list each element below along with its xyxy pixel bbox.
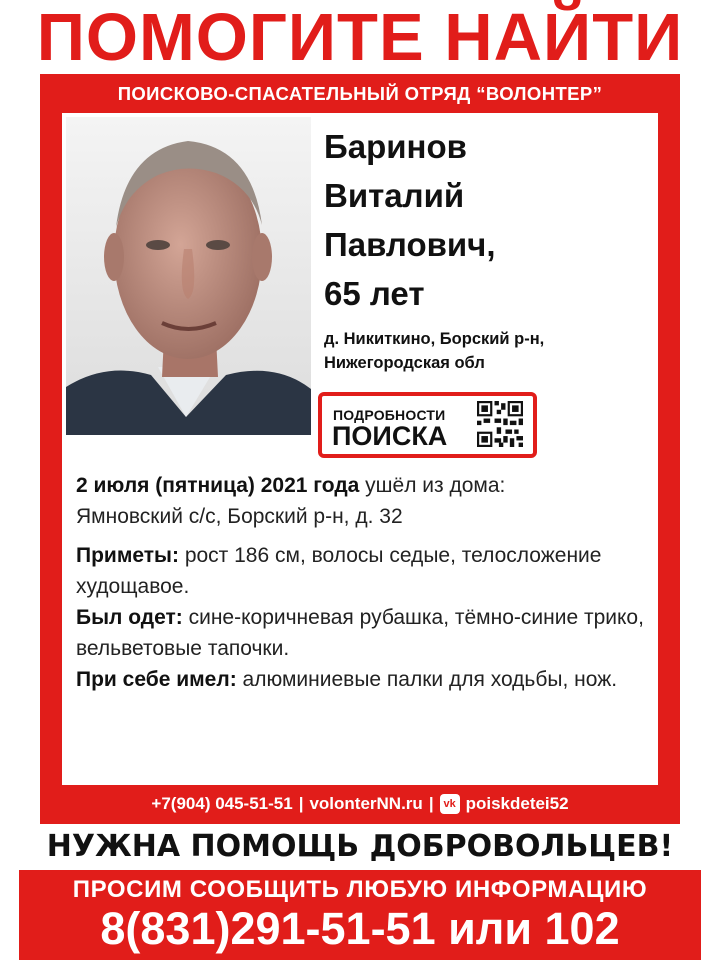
report-banner [19, 870, 701, 960]
person-age: 65 лет [324, 275, 425, 312]
clothes-paragraph [76, 602, 651, 664]
organization-name: ПОИСКОВО-СПАСАТЕЛЬНЫЙ ОТРЯД “ВОЛОНТЕР” [117, 83, 603, 104]
person-first-name: Виталий [324, 177, 465, 214]
clothes-text: сине-коричневая рубашка, тёмно-синие трико, вельветовые тапочки. [76, 606, 644, 660]
person-surname: Баринов [324, 128, 467, 165]
separator: | [428, 794, 434, 813]
hotline-phone[interactable]: 8(831)291-51-51 или 102 [100, 903, 620, 954]
search-details-label: ПОДРОБНОСТИ [333, 407, 446, 423]
address-line-2: Нижегородская обл [324, 354, 485, 372]
qr-code-icon[interactable] [477, 401, 523, 447]
signs-text: рост 186 см, волосы седые, телосложение худощавое. [76, 544, 602, 598]
items-label: При себе имел: [76, 668, 237, 691]
vk-icon[interactable]: vk [440, 794, 460, 814]
person-patronymic: Павлович, [324, 226, 496, 263]
contact-phone[interactable]: +7(904) 045-51-51 [151, 794, 293, 813]
separator: | [298, 794, 304, 813]
missing-person-photo [66, 117, 311, 435]
person-address [324, 327, 654, 375]
incident-action: ушёл из дома: [359, 474, 506, 497]
report-request: ПРОСИМ СООБЩИТЬ ЛЮБУЮ ИНФОРМАЦИЮ [72, 876, 648, 903]
items-paragraph [76, 664, 651, 695]
incident-info [76, 470, 651, 532]
address-line-1: д. Никиткино, Борский р-н, [324, 330, 545, 348]
incident-date: 2 июля (пятница) 2021 года [76, 474, 360, 497]
contacts-bar [40, 787, 680, 821]
website-link[interactable]: volonterNN.ru [309, 794, 423, 813]
volunteers-needed: НУЖНА ПОМОЩЬ ДОБРОВОЛЬЦЕВ! [46, 828, 674, 864]
items-text: алюминиевые палки для ходьбы, нож. [236, 668, 618, 691]
incident-place: Ямновский с/с, Борский р-н, д. 32 [76, 505, 403, 528]
vk-link[interactable]: poiskdetei52 [465, 794, 569, 813]
signs-paragraph [76, 540, 651, 602]
signs-label: Приметы: [76, 544, 179, 567]
person-name [324, 122, 654, 318]
search-label: ПОИСКА [332, 421, 448, 451]
description [76, 540, 651, 695]
search-details-button[interactable] [318, 392, 537, 458]
clothes-label: Был одет: [76, 606, 183, 629]
poster-headline: ПОМОГИТЕ НАЙТИ [36, 0, 684, 75]
